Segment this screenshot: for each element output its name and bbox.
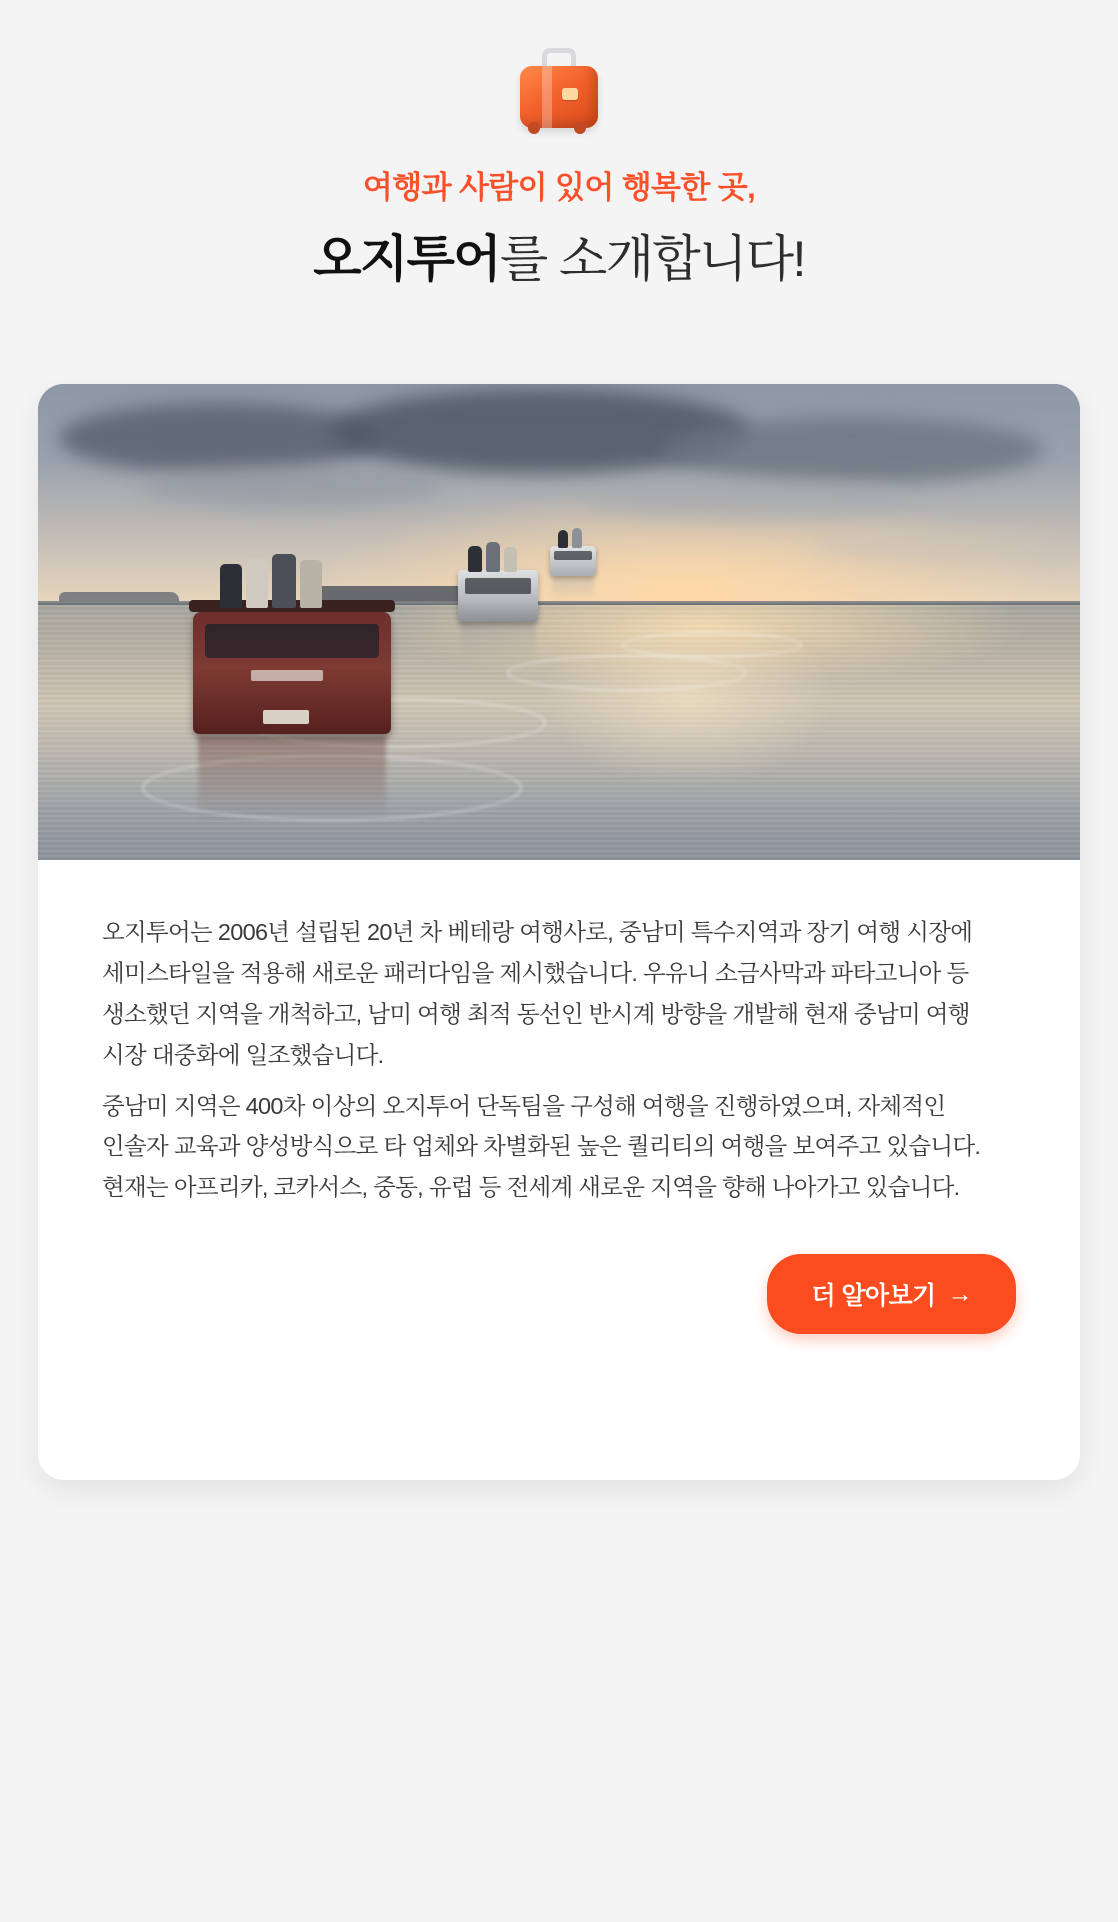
photo-vehicle-windows (205, 624, 379, 658)
photo-passenger (468, 546, 482, 572)
photo-vehicle-windows (465, 578, 531, 594)
intro-card (38, 384, 1080, 1480)
photo-reflection (198, 736, 386, 822)
photo-vehicle-near (193, 612, 391, 734)
photo-passenger (246, 558, 268, 608)
hero-icon-wrap (0, 48, 1118, 140)
photo-reflection (460, 624, 536, 664)
learn-more-button[interactable] (767, 1254, 1016, 1334)
photo-water-wake (622, 632, 802, 658)
photo-vehicle-badge (251, 670, 323, 681)
page-title-rest: 를 소개합니다! (500, 231, 805, 288)
suitcase-body-icon (520, 66, 598, 128)
photo-vehicle-windows (554, 551, 592, 560)
intro-text-block (38, 860, 1080, 1208)
photo-cloud (142, 465, 442, 509)
suitcase-lock-icon (562, 88, 578, 100)
photo-passenger (220, 564, 242, 608)
photo-passenger (486, 542, 500, 572)
photo-vehicle-far (550, 546, 596, 576)
cta-row (38, 1254, 1080, 1334)
photo-passenger (300, 560, 322, 608)
brand-name: 오지투어 (313, 231, 500, 288)
suitcase-band-icon (542, 66, 552, 128)
photo-passenger (558, 530, 568, 548)
intro-paragraph-1: 오지투어는 2006년 설립된 20년 차 베테랑 여행사로, 중남미 특수지역과 장기 여행 시장에 세미스타일을 적용해 새로운 패러다임을 제시했습니다. 우유니 소금사막과 파타고니아 등 생소했던 지역을 개척하고, 남미 여행 최적 동선인 반시계 방향을 개발해 현재 중남미 여행 시장 대중화에 일조했습니다. (102, 919, 973, 1068)
learn-more-label: 더 알아보기 (811, 1282, 936, 1311)
photo-reflection (552, 577, 594, 601)
hero-heading-block (0, 168, 1118, 291)
photo-passenger (572, 528, 582, 548)
suitcase-wheel-right-icon (574, 122, 586, 134)
photo-passenger (504, 547, 517, 572)
page-title (0, 228, 1118, 291)
hero-eyebrow: 여행과 사람이 있어 행복한 곳, (362, 170, 756, 205)
photo-cloud (59, 403, 379, 473)
photo-cloud (663, 417, 1043, 483)
hero-photo (38, 384, 1080, 860)
photo-cloud (580, 479, 910, 519)
suitcase-icon (516, 48, 602, 140)
photo-vehicle-mid (458, 570, 538, 622)
photo-vehicle-plate (263, 710, 309, 724)
suitcase-wheel-left-icon (528, 122, 540, 134)
photo-passenger (272, 554, 296, 608)
arrow-right-icon: → (947, 1279, 972, 1308)
intro-paragraph-2: 중남미 지역은 400차 이상의 오지투어 단독팀을 구성해 여행을 진행하였으며, 자체적인 인솔자 교육과 양성방식으로 타 업체와 차별화된 높은 퀄리티의 여행을 보여주고 있습니다. 현재는 아프리카, 코카서스, 중동, 유럽 등 전세계 새로운 지역을 향해 나아가고 있습니다. (102, 1092, 981, 1201)
photo-cloud (809, 527, 1069, 561)
